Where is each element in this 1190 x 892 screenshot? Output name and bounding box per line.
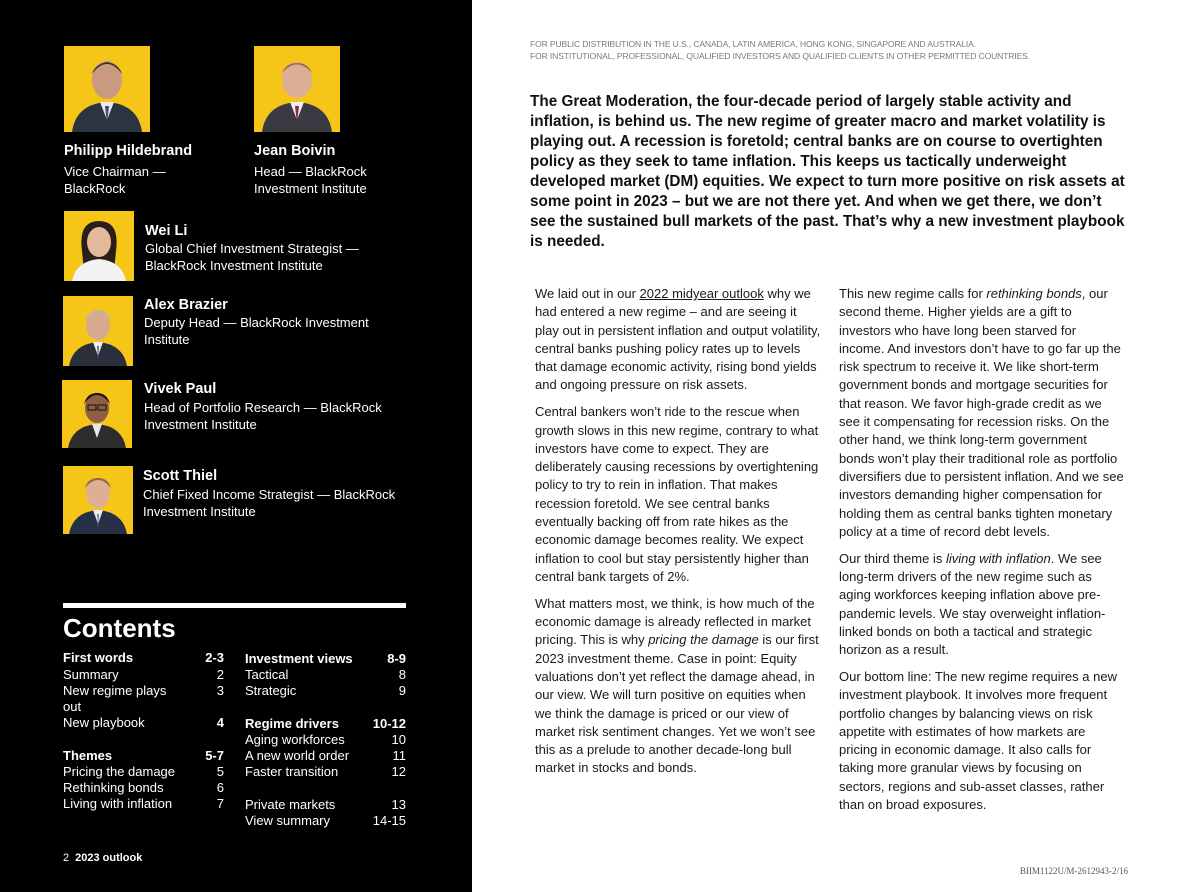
toc-item[interactable]: [245, 716, 406, 732]
toc-label: View summary: [245, 813, 331, 828]
toc-item[interactable]: [245, 683, 406, 699]
toc-item[interactable]: [63, 667, 224, 683]
toc-page: 5: [216, 764, 224, 779]
publication-label: 2023 outlook: [75, 852, 143, 864]
toc-label: Investment views: [245, 651, 353, 666]
toc-item[interactable]: [245, 651, 406, 667]
contents-divider: [63, 603, 406, 608]
body-paragraph: Our bottom line: The new regime requires a new investment playbook. It involves more frequent portfolio changes by balancing views on risk appetite with estimates of how markets are pricing in economic damage. It also calls for taking more granular views by focusing on sectors, regions and sub-asset classes, rather than on broad exposures.: [839, 668, 1117, 813]
person-title: Head of Portfolio Research — BlackRock Investment Institute: [144, 400, 382, 432]
portrait-photo: [64, 46, 150, 132]
toc-item[interactable]: [245, 667, 406, 683]
person-name: Wei Li: [145, 223, 188, 239]
toc-label: Aging workforces: [245, 732, 345, 747]
midyear-outlook-link[interactable]: 2022 midyear outlook: [639, 286, 764, 301]
right-panel: [472, 0, 1190, 892]
toc-page: 8: [398, 667, 406, 682]
toc-label: A new world order: [245, 748, 350, 763]
toc-page: 2: [216, 667, 224, 682]
toc-label: Faster transition: [245, 764, 339, 779]
toc-page: 12: [391, 764, 406, 779]
toc-item[interactable]: [245, 797, 406, 813]
portrait-photo: [254, 46, 340, 132]
toc-page: 10: [391, 732, 406, 747]
lead-paragraph: The Great Moderation, the four-decade period of largely stable activity and inflation, is behind us. The new regime of greater macro and market volatility is playing out. A recession is foretold; central banks are on course to overtighten policy as they seek to tame inflation. This keeps us tactically underweight developed market (DM) equities. We expect to turn more positive on risk assets at some point in 2023 – but we are not there yet. And when we get there, we don’t see the sustained bull markets of the past. That’s why a new investment playbook is needed.: [530, 93, 1125, 250]
toc-item[interactable]: [245, 764, 406, 780]
toc-item[interactable]: [63, 683, 224, 715]
toc-label: New regime plays out: [63, 683, 167, 714]
person-title: Global Chief Investment Strategist — BlackRock Investment Institute: [145, 241, 359, 273]
toc-page: 8-9: [387, 651, 406, 666]
toc-label: Summary: [63, 667, 119, 682]
disclaimer-line: FOR INSTITUTIONAL, PROFESSIONAL, QUALIFIED INVESTORS AND QUALIFIED CLIENTS IN OTHER PERMITTED COUNTRIES.: [530, 51, 1030, 61]
toc-label: Regime drivers: [245, 716, 339, 731]
toc-page: 4: [216, 715, 224, 730]
theme-emphasis: rethinking bonds: [986, 286, 1082, 301]
person-title: Head — BlackRock Investment Institute: [254, 164, 367, 196]
toc-item[interactable]: [63, 748, 224, 764]
person-title: Chief Fixed Income Strategist — BlackRock Investment Institute: [143, 487, 396, 519]
document-id: BIIM1122U/M-2612943-2/16: [1019, 866, 1128, 876]
toc-label: Living with inflation: [63, 796, 173, 811]
toc-page: 13: [391, 797, 406, 812]
toc-page: 10-12: [372, 716, 406, 731]
toc-page: 11: [392, 748, 406, 763]
theme-emphasis: pricing the damage: [648, 632, 759, 648]
toc-item[interactable]: [63, 764, 224, 780]
person-name: Jean Boivin: [254, 143, 336, 159]
left-panel: [0, 0, 472, 892]
toc-page: 6: [216, 780, 224, 795]
person-title: Deputy Head — BlackRock Investment Institute: [144, 315, 369, 347]
contents-heading: Contents: [63, 613, 176, 643]
toc-label: First words: [63, 650, 134, 665]
toc-item[interactable]: [63, 715, 224, 731]
toc-page: 5-7: [205, 748, 224, 763]
body-paragraph: This new regime calls for rethinking bonds, our second theme. Higher yields are a gift to investors who have long been starved for income. And investors don’t have to go far up the risk spectrum to receive it. We like short-term government bonds and mortgage securities for that reason. We favor high-grade credit as we see it compensating for recession risks. On the other hand, we think long-term government bonds won’t play their traditional role as portfolio diversifiers due to persistent inflation. And we see investors demanding higher compensation for holding them as central banks tighten monetary policy at a time of record debt levels.: [839, 286, 1124, 539]
toc-item[interactable]: [63, 780, 224, 796]
person-name: Vivek Paul: [144, 381, 217, 397]
toc-item[interactable]: [245, 813, 406, 829]
body-column-left: [535, 285, 821, 786]
portrait-photo: [64, 211, 134, 281]
body-paragraph: What matters most, we think, is how much of the economic damage is already reflected in market pricing. This is why pricing the damage is our first 2023 investment theme. Case in point: Equity valuations don’t yet reflect the damage ahead, in our view. We will turn positive on equities when we think the damage is priced or our view of market risk sentiment changes. Yet we won’t see this as a prelude to another decade-long bull market in stocks and bonds.: [535, 595, 819, 776]
toc-label: New playbook: [63, 715, 145, 730]
body-column-right: [839, 285, 1125, 823]
toc-item[interactable]: [245, 732, 406, 748]
toc-label: Private markets: [245, 797, 336, 812]
toc-label: Strategic: [245, 683, 297, 698]
toc-label: Tactical: [245, 667, 289, 682]
toc-page: 7: [216, 796, 224, 811]
person-title: Vice Chairman — BlackRock: [64, 164, 166, 196]
portrait-photo: [63, 296, 133, 366]
body-paragraph: Our third theme is living with inflation. We see long-term drivers of the new regime such as aging workforces keeping inflation above pre-pandemic levels. We stay overweight inflation-linked bonds on both a tactical and strategic horizon as a result.: [839, 550, 1106, 658]
toc-item[interactable]: [63, 796, 224, 812]
theme-emphasis: living with inflation: [945, 550, 1051, 566]
page-number: 2: [63, 852, 70, 864]
portrait-photo: [63, 466, 133, 534]
portrait-photo: [62, 380, 132, 448]
page-footer: [63, 852, 142, 864]
toc-page: 2-3: [205, 650, 224, 665]
body-paragraph: We laid out in our 2022 midyear outlook why we had entered a new regime – and are seeing it play out in persistent inflation and output volatility, central banks pushing policy rates up to levels that damage economic activity, rising bond yields and ongoing pressure on risk assets.: [535, 286, 821, 393]
person-name: Philipp Hildebrand: [64, 143, 193, 159]
person-name: Scott Thiel: [143, 468, 218, 484]
toc-page: 3: [216, 683, 224, 698]
distribution-disclaimer: [530, 38, 1170, 62]
toc-item[interactable]: [245, 748, 406, 764]
toc-label: Rethinking bonds: [63, 780, 164, 795]
body-paragraph: Central bankers won’t ride to the rescue when growth slows in this new regime, contrary to what investors have come to expect. They are deliberately causing recessions by overtightening policy to try to rein in inflation. That makes recession foretold. We see central banks eventually backing off from rate hikes as the economic damage becomes reality. We expect inflation to cool but stay persistently higher than central bank targets of 2%.: [535, 404, 819, 584]
disclaimer-line: FOR PUBLIC DISTRIBUTION IN THE U.S., CANADA, LATIN AMERICA, HONG KONG, SINGAPORE AND AUSTRALIA.: [530, 39, 976, 49]
toc-label: Themes: [63, 748, 113, 763]
toc-item[interactable]: [63, 650, 224, 666]
toc-page: 14-15: [372, 813, 406, 828]
person-name: Alex Brazier: [144, 297, 228, 313]
toc-page: 9: [398, 683, 406, 698]
toc-label: Pricing the damage: [63, 764, 176, 779]
